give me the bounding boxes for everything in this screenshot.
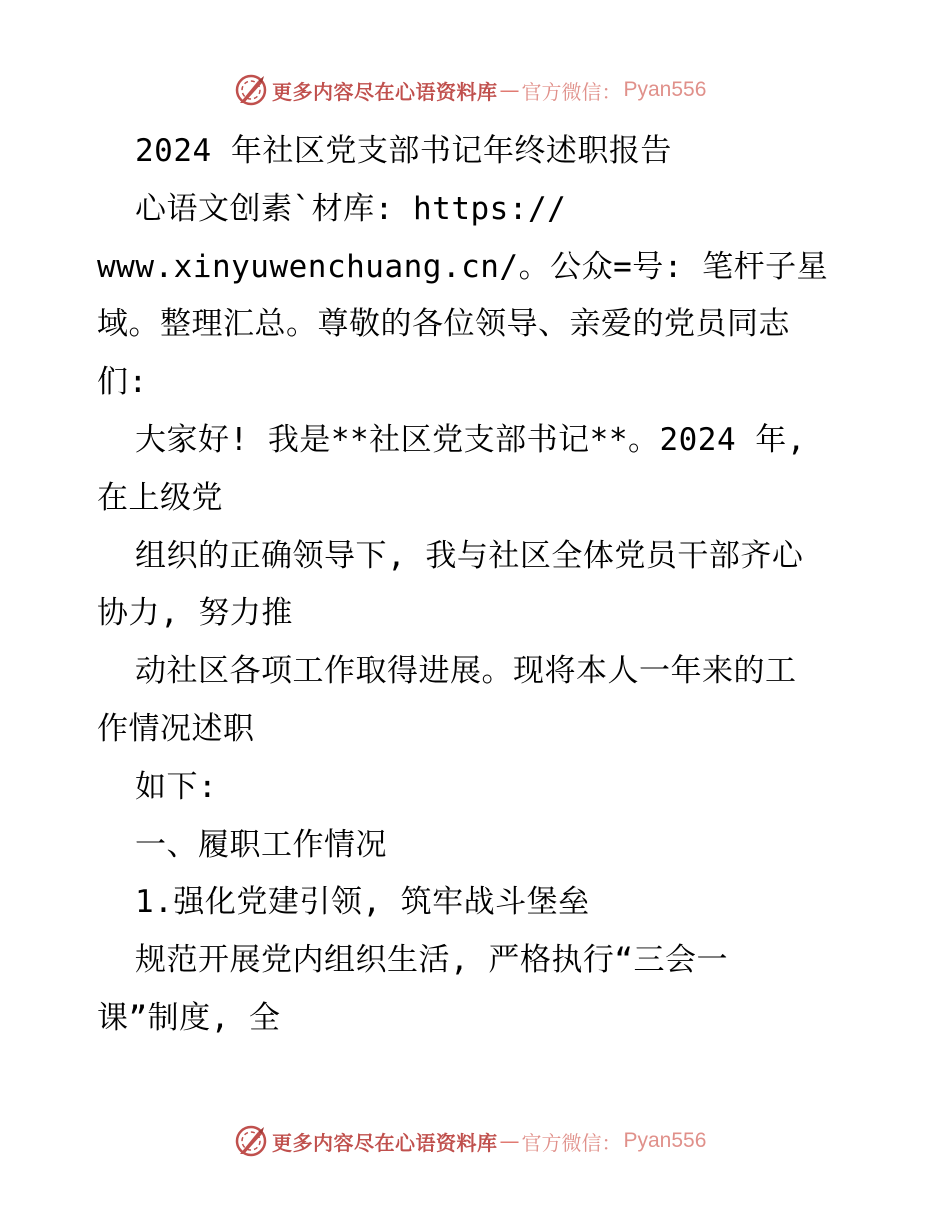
document-line: 一、履职工作情况 bbox=[135, 826, 387, 863]
document-line: 协力, 努力推 bbox=[97, 595, 293, 632]
watermark-main-text: 更多内容尽在心语资料库 bbox=[272, 79, 498, 104]
document-line: 课”制度, 全 bbox=[97, 999, 281, 1036]
quill-pen-circle-icon bbox=[234, 73, 268, 107]
document-line: 如下: bbox=[135, 768, 218, 805]
document-line: 动社区各项工作取得进展。现将本人一年来的工 bbox=[135, 653, 797, 690]
watermark-wechat-id: Pyan556 bbox=[623, 1129, 707, 1152]
document-line: 域。整理汇总。尊敬的各位领导、亲爱的党员同志 bbox=[97, 306, 790, 343]
document-line: 规范开展党内组织生活, 严格执行“三会一 bbox=[135, 942, 728, 979]
header-watermark bbox=[234, 73, 706, 107]
watermark-wechat-id: Pyan556 bbox=[623, 78, 707, 101]
watermark-separator: — bbox=[499, 1129, 520, 1153]
document-line: 大家好! 我是**社区党支部书记**。2024 年, bbox=[135, 421, 806, 458]
document-line: 作情况述职 bbox=[97, 710, 255, 747]
quill-pen-circle-icon bbox=[234, 1124, 268, 1158]
watermark-main-text: 更多内容尽在心语资料库 bbox=[272, 1130, 498, 1155]
watermark-sub-text: 官方微信： bbox=[521, 79, 622, 104]
document-body bbox=[97, 123, 857, 1048]
document-line: 1.强化党建引领, 筑牢战斗堡垒 bbox=[135, 884, 590, 921]
footer-watermark bbox=[234, 1124, 706, 1158]
document-line: 心语文创素`材库: https:// bbox=[135, 190, 567, 227]
document-line: 们: bbox=[97, 364, 148, 401]
watermark-sub-text: 官方微信： bbox=[521, 1130, 622, 1155]
watermark-separator: — bbox=[499, 78, 520, 102]
document-line: 在上级党 bbox=[97, 479, 223, 516]
document-line: 组织的正确领导下, 我与社区全体党员干部齐心 bbox=[135, 537, 804, 574]
document-line: 2024 年社区党支部书记年终述职报告 bbox=[135, 133, 672, 169]
document-line: www.xinyuwenchuang.cn/。公众=号: 笔杆子星 bbox=[97, 248, 829, 285]
